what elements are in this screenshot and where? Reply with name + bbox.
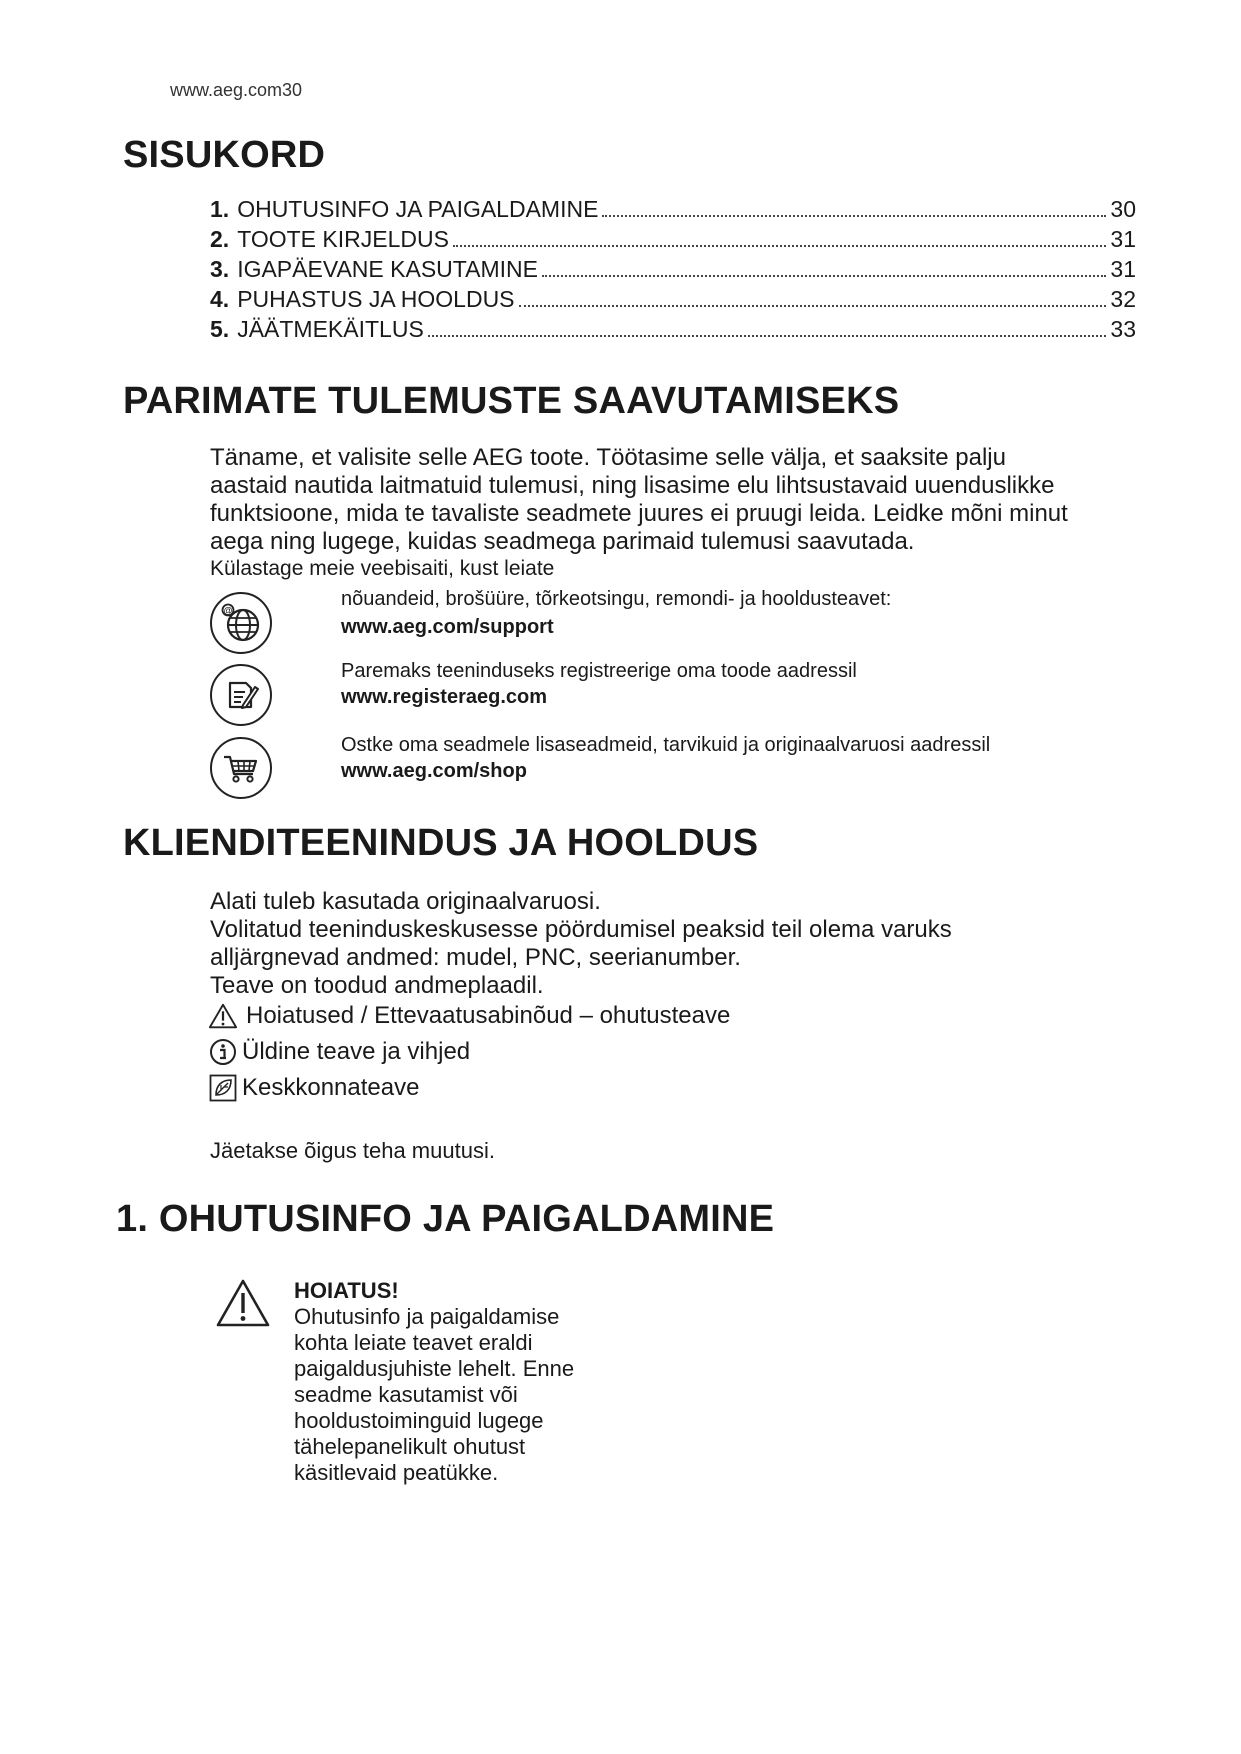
safety-title: 1. OHUTUSINFO JA PAIGALDAMINE: [116, 1198, 775, 1240]
toc-item-number: 1.: [210, 196, 230, 222]
intro-line: aega ning lugege, kuidas seadmega parimaid tulemusi saavutada.: [210, 528, 915, 555]
toc-list: [210, 196, 1136, 346]
toc-leader-dots: [542, 275, 1106, 277]
safety-warning-block: [294, 1278, 574, 1486]
toc-item-title: TOOTE KIRJELDUS: [237, 226, 449, 252]
warning-line: hooldustoiminguid lugege: [294, 1408, 544, 1433]
symbol-legend: [208, 998, 730, 1106]
toc-item-page: 33: [1110, 316, 1136, 342]
toc-item[interactable]: [210, 316, 1136, 346]
visit-website-text: Külastage meie veebisaiti, kust leiate: [210, 557, 555, 580]
service-line: Volitatud teeninduskeskusesse pöördumisel peaksid teil olema varuks: [210, 916, 952, 943]
toc-leader-dots: [602, 215, 1106, 217]
register-link-block: [341, 658, 857, 710]
symbol-row-environment: [208, 1070, 730, 1106]
register-link-url[interactable]: www.registeraeg.com: [341, 686, 547, 708]
warning-label: HOIATUS!: [294, 1278, 399, 1303]
shop-link-block: [341, 732, 990, 784]
symbol-warning-text: Hoiatused / Ettevaatusabinõud – ohutusteave: [246, 1002, 731, 1029]
symbol-info-text: Üldine teave ja vihjed: [242, 1038, 471, 1065]
leaf-icon: [208, 1073, 238, 1103]
support-link-block: [341, 586, 891, 640]
toc-item-title: PUHASTUS JA HOOLDUS: [237, 286, 515, 312]
register-icon: [210, 664, 272, 726]
support-link-description: nõuandeid, brošüüre, tõrkeotsingu, remondi- ja hooldusteavet:: [341, 588, 892, 610]
service-text: [210, 888, 1110, 1000]
service-title: KLIENDITEENINDUS JA HOOLDUS: [123, 822, 759, 864]
toc-leader-dots: [519, 305, 1107, 307]
toc-item-number: 5.: [210, 316, 230, 342]
service-line: alljärgnevad andmed: mudel, PNC, seerianumber.: [210, 944, 741, 971]
info-icon: [208, 1037, 238, 1067]
toc-item[interactable]: [210, 256, 1136, 286]
toc-item-page: 30: [1110, 196, 1136, 222]
toc-item-title: IGAPÄEVANE KASUTAMINE: [237, 256, 538, 282]
warning-line: Ohutusinfo ja paigaldamise: [294, 1304, 560, 1329]
shop-link-description: Ostke oma seadmele lisaseadmeid, tarvikuid ja originaalvaruosi aadressil: [341, 734, 991, 756]
globe-icon: [210, 592, 272, 654]
toc-leader-dots: [453, 245, 1106, 247]
support-link-url[interactable]: www.aeg.com/support: [341, 616, 554, 638]
header-url-page: www.aeg.com30: [170, 80, 303, 100]
toc-item-number: 2.: [210, 226, 230, 252]
intro-line: funktsioone, mida te tavaliste seadmete juures ei pruugi leida. Leidke mõni minut: [210, 500, 1068, 527]
warning-icon: [208, 1001, 238, 1031]
symbol-environment-text: Keskkonnateave: [242, 1074, 420, 1101]
warning-line: seadme kasutamist või: [294, 1382, 518, 1407]
intro-line: Täname, et valisite selle AEG toote. Töötasime selle välja, et saaksite palju: [210, 444, 1006, 471]
warning-triangle-icon: [215, 1278, 271, 1333]
toc-item-page: 31: [1110, 226, 1136, 252]
service-line: Alati tuleb kasutada originaalvaruosi.: [210, 888, 601, 915]
cart-icon: [210, 737, 272, 799]
changes-note: Jäetakse õigus teha muutusi.: [210, 1138, 495, 1163]
warning-line: kohta leiate teavet eraldi: [294, 1330, 533, 1355]
symbol-row-warning: [208, 998, 730, 1034]
best-results-intro: [210, 444, 1170, 556]
toc-item-number: 3.: [210, 256, 230, 282]
toc-item-title: JÄÄTMEKÄITLUS: [237, 316, 424, 342]
shop-link-url[interactable]: www.aeg.com/shop: [341, 760, 527, 782]
toc-item[interactable]: [210, 286, 1136, 316]
svg-text:@: @: [223, 605, 233, 616]
symbol-row-info: [208, 1034, 730, 1070]
toc-item[interactable]: [210, 196, 1136, 226]
toc-title: SISUKORD: [123, 134, 326, 176]
toc-leader-dots: [428, 335, 1107, 337]
toc-item-page: 32: [1110, 286, 1136, 312]
toc-item-page: 31: [1110, 256, 1136, 282]
warning-line: paigaldusjuhiste lehelt. Enne: [294, 1356, 575, 1381]
toc-item-title: OHUTUSINFO JA PAIGALDAMINE: [237, 196, 599, 222]
register-link-description: Paremaks teeninduseks registreerige oma toode aadressil: [341, 660, 857, 682]
best-results-title: PARIMATE TULEMUSTE SAAVUTAMISEKS: [123, 380, 900, 422]
service-line: Teave on toodud andmeplaadil.: [210, 972, 544, 999]
warning-line: käsitlevaid peatükke.: [294, 1460, 499, 1485]
warning-line: tähelepanelikult ohutust: [294, 1434, 526, 1459]
toc-item-number: 4.: [210, 286, 230, 312]
toc-item[interactable]: [210, 226, 1136, 256]
intro-line: aastaid nautida laitmatuid tulemusi, ning lisasime elu lihtsustavaid uuenduslikke: [210, 472, 1055, 499]
